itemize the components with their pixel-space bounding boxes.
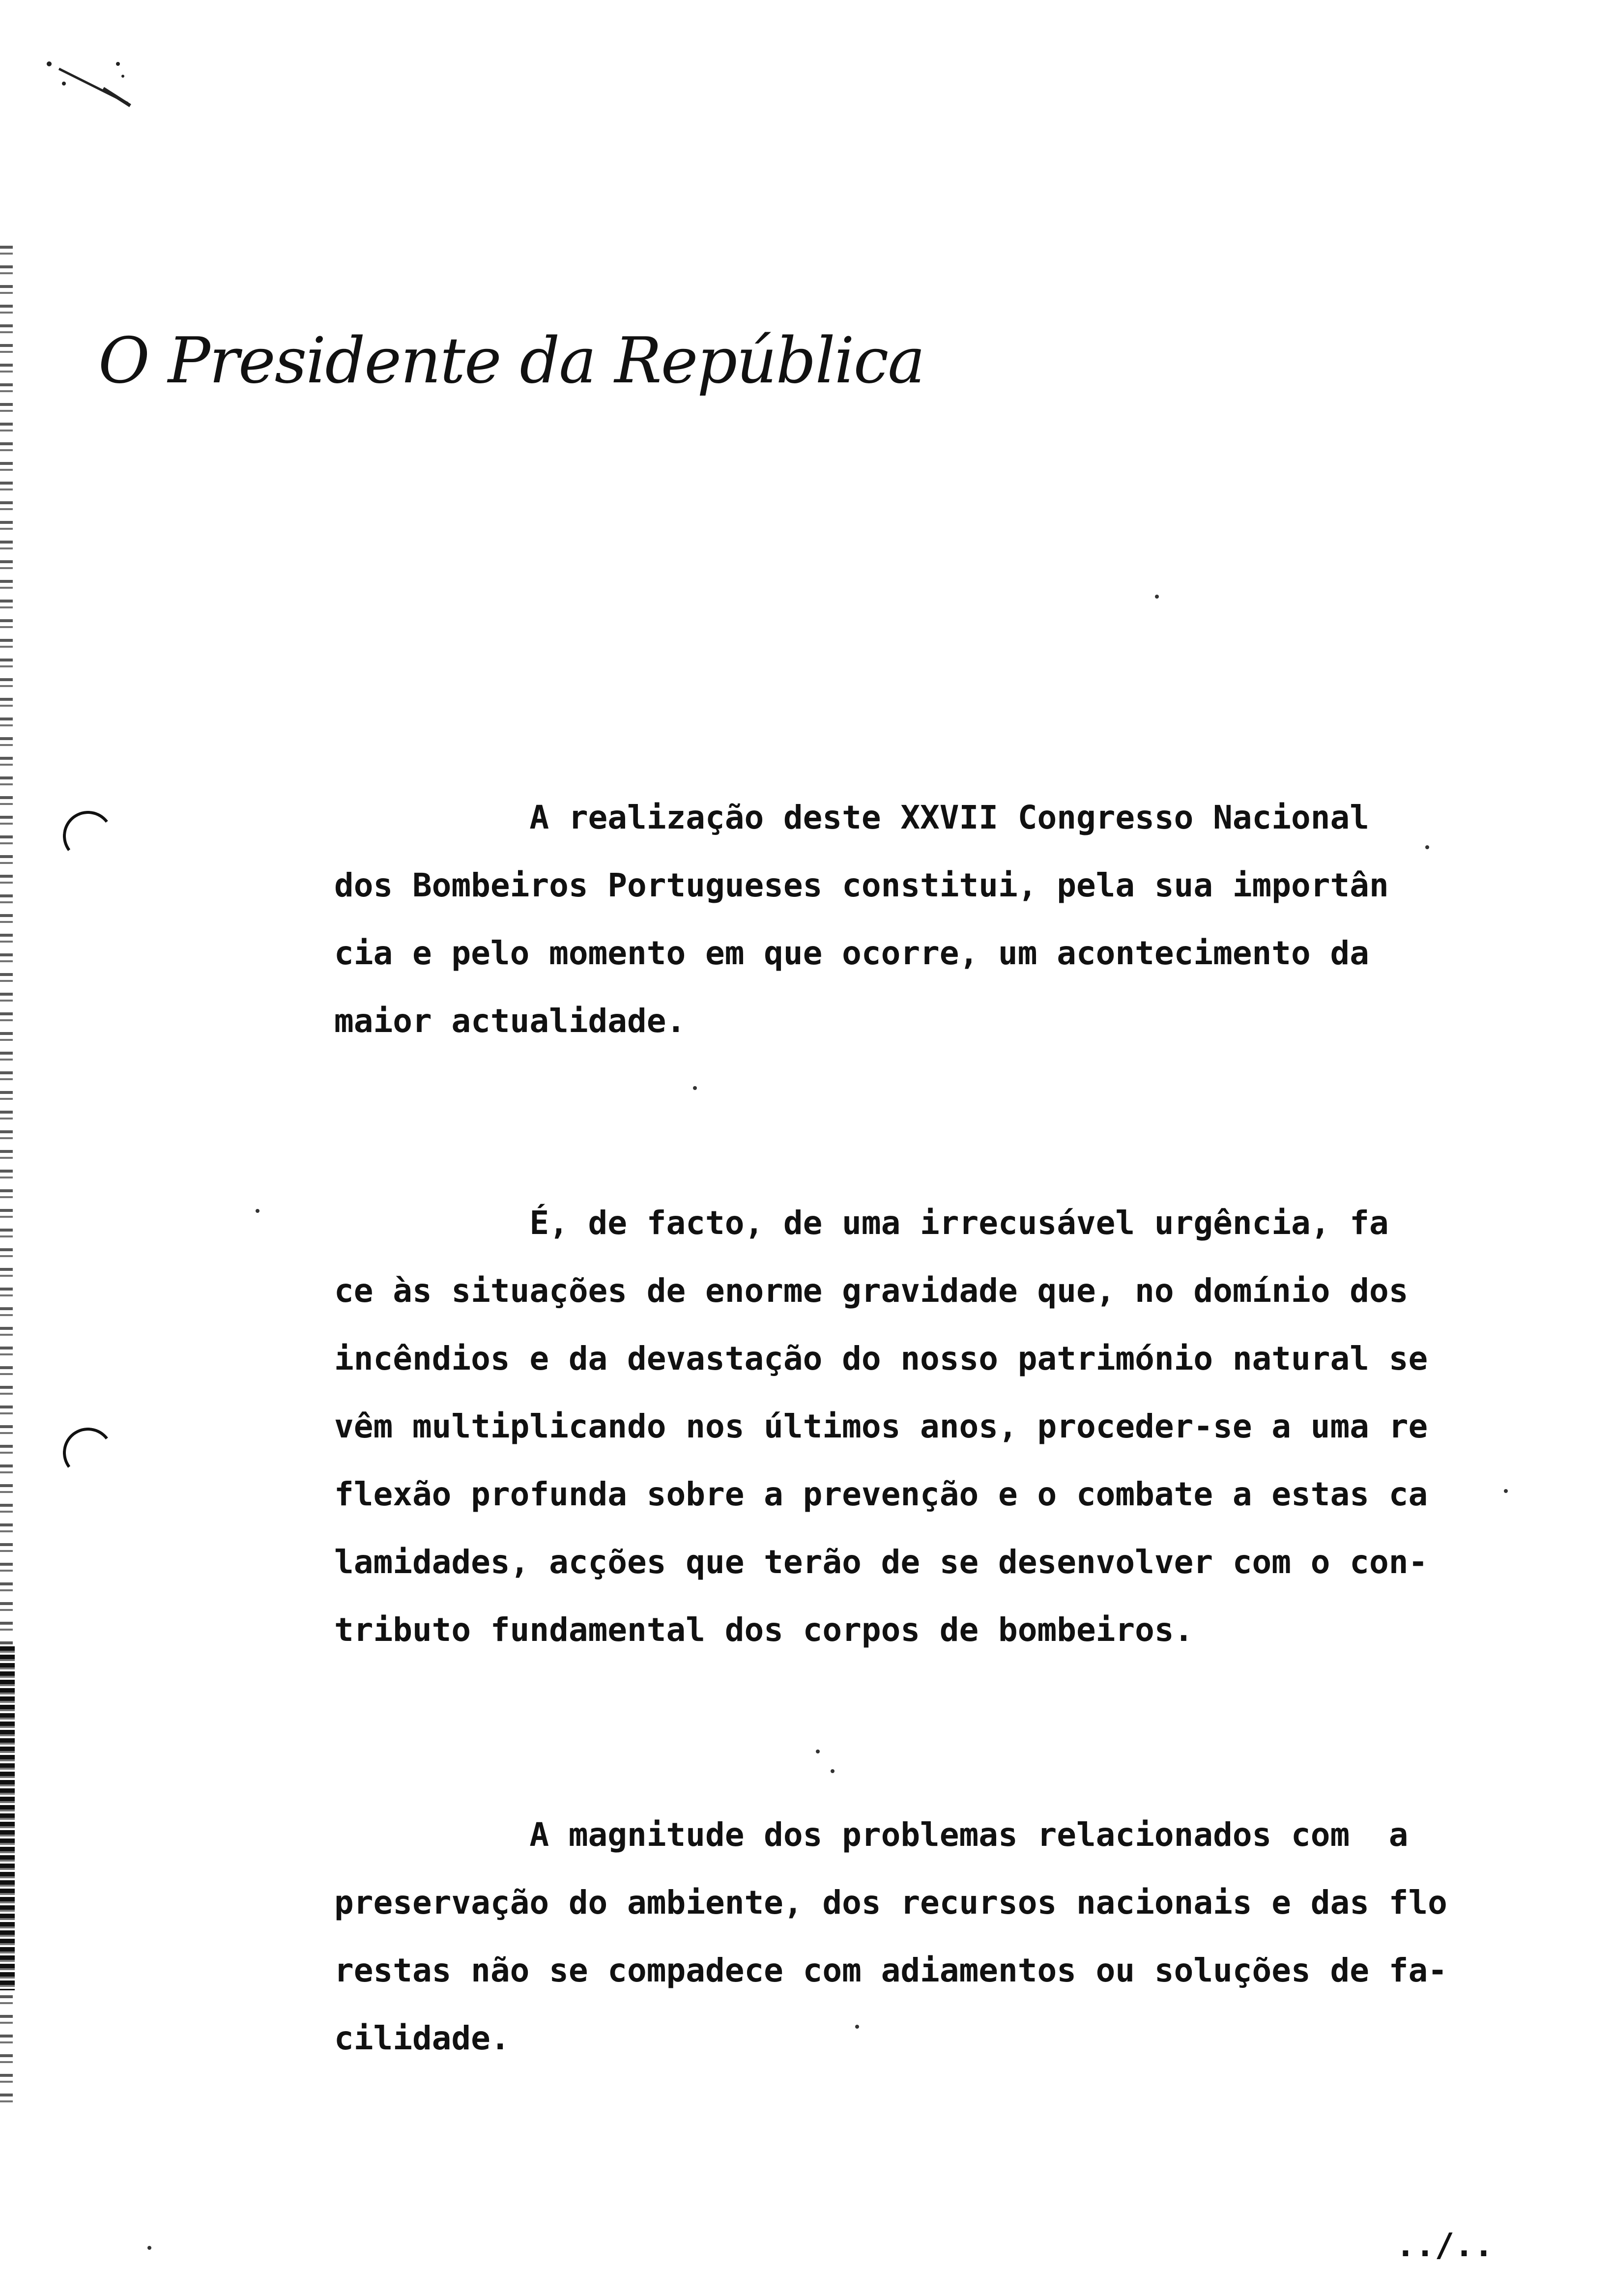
scan-speck xyxy=(855,2025,859,2029)
scan-speck xyxy=(1155,595,1159,599)
punch-hole xyxy=(59,1424,116,1481)
text-line: dos Bombeiros Portugueses constitui, pela sua importân xyxy=(334,866,1389,904)
text-line: tributo fundamental dos corpos de bombeiros. xyxy=(334,1611,1194,1649)
text-line: cia e pelo momento em que ocorre, um acontecimento da xyxy=(334,934,1369,972)
text-line: vêm multiplicando nos últimos anos, proceder-se a uma re xyxy=(334,1407,1428,1445)
scan-speck xyxy=(147,2246,151,2250)
paragraph-2 xyxy=(334,1189,1474,1664)
text-line: A magnitude dos problemas relacionados com a xyxy=(334,1816,1409,1854)
scan-speck xyxy=(693,1086,697,1090)
text-line: incêndios e da devastação do nosso património natural se xyxy=(334,1340,1428,1378)
text-line: restas não se compadece com adiamentos ou soluções de fa- xyxy=(334,1952,1447,1989)
scan-speck xyxy=(831,1769,835,1773)
text-line: ce às situações de enorme gravidade que, no domínio dos xyxy=(334,1272,1409,1310)
staple-mark-icon xyxy=(44,54,138,113)
scan-edge-shadow xyxy=(0,1646,15,1990)
text-line: lamidades, acções que terão de se desenvolver com o con- xyxy=(334,1543,1428,1581)
paragraph-3 xyxy=(334,1801,1474,2072)
page-continuation-mark: ../.. xyxy=(1396,2226,1494,2264)
text-line: cilidade. xyxy=(334,2019,510,2057)
paragraph-1 xyxy=(334,784,1474,1055)
text-line: maior actualidade. xyxy=(334,1002,686,1040)
text-line: A realização deste XXVII Congresso Nacional xyxy=(334,799,1369,836)
scan-speck xyxy=(256,1209,259,1213)
scan-speck xyxy=(1425,845,1429,849)
text-line: flexão profunda sobre a prevenção e o combate a estas ca xyxy=(334,1475,1428,1513)
punch-hole xyxy=(59,807,116,864)
text-line: É, de facto, de uma irrecusável urgência, fa xyxy=(334,1204,1389,1242)
text-line: preservação do ambiente, dos recursos nacionais e das flo xyxy=(334,1884,1447,1922)
letterhead-title: O Presidente da República xyxy=(98,324,924,398)
scan-speck xyxy=(816,1750,820,1753)
scan-speck xyxy=(1504,1489,1508,1493)
